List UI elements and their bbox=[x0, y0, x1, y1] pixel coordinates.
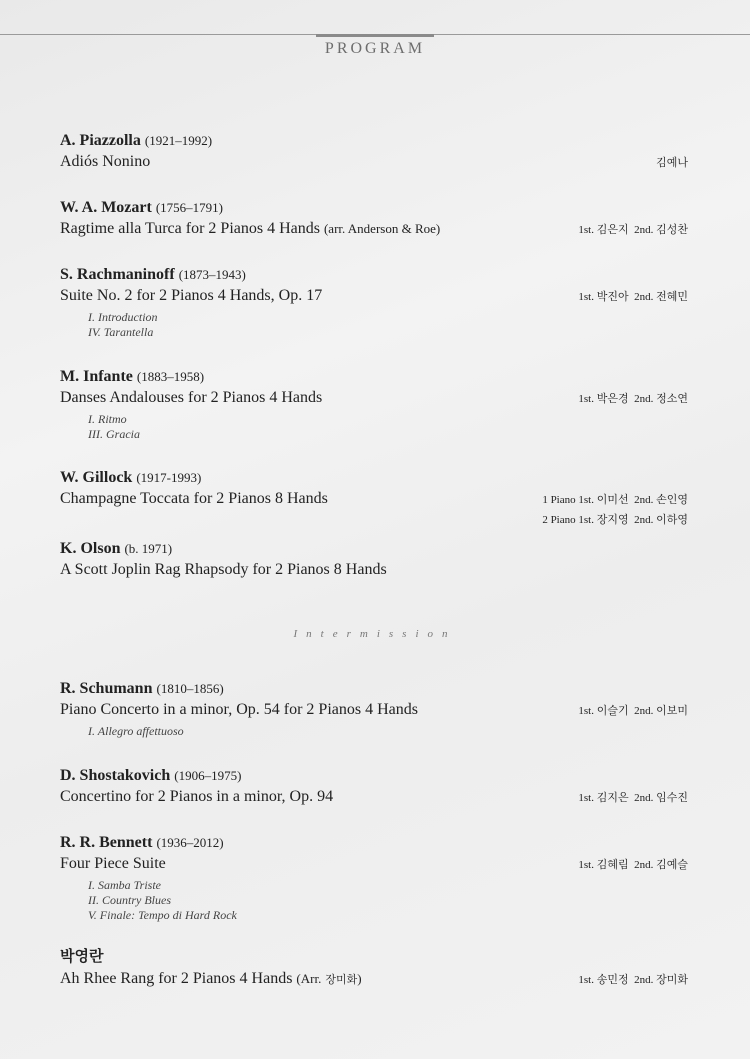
performers: 1st. 김은지 2nd. 김성찬 bbox=[578, 223, 688, 236]
work-title: Ah Rhee Rang for 2 Pianos 4 Hands (Arr. 장미화) bbox=[60, 970, 362, 987]
program-item bbox=[60, 766, 688, 809]
movement-list bbox=[88, 724, 688, 739]
composer-name: A. Piazzolla (1921–1992) bbox=[60, 132, 213, 149]
performers: 1st. 김혜림 2nd. 김예슬 bbox=[578, 858, 688, 871]
ensemble-row: 2 Piano 1st. 장지영 2nd. 이하영 bbox=[542, 513, 688, 526]
composer-name: W. A. Mozart (1756–1791) bbox=[60, 199, 224, 216]
composer-name: R. Schumann (1810–1856) bbox=[60, 680, 224, 697]
performers: 1st. 김지은 2nd. 임수진 bbox=[578, 791, 688, 804]
program-item bbox=[60, 833, 688, 923]
performers: 1st. 박진아 2nd. 전혜민 bbox=[578, 290, 688, 303]
program-item bbox=[60, 367, 688, 442]
movement: II. Country Blues bbox=[88, 893, 171, 907]
composer-name: D. Shostakovich (1906–1975) bbox=[60, 767, 242, 784]
work-title: Concertino for 2 Pianos in a minor, Op. 94 bbox=[60, 788, 334, 805]
page-title: PROGRAM bbox=[324, 40, 426, 57]
performers: 1st. 송민정 2nd. 장미화 bbox=[578, 973, 688, 986]
work-title: Champagne Toccata for 2 Pianos 8 Hands bbox=[60, 490, 328, 507]
ensemble-row: 1 Piano 1st. 이미선 2nd. 손인영 bbox=[542, 493, 688, 506]
movement: IV. Tarantella bbox=[88, 325, 154, 339]
program-item bbox=[60, 265, 688, 340]
intermission-label: Intermission bbox=[293, 628, 457, 640]
movement: V. Finale: Tempo di Hard Rock bbox=[88, 908, 237, 922]
movement: I. Introduction bbox=[88, 310, 158, 324]
composer-name: K. Olson (b. 1971) bbox=[60, 540, 173, 557]
movement-list bbox=[88, 310, 688, 340]
performers: 김예나 bbox=[656, 156, 688, 169]
movement-list bbox=[88, 412, 688, 442]
movement-list bbox=[88, 878, 688, 923]
work-title: A Scott Joplin Rag Rhapsody for 2 Pianos 8 Hands bbox=[60, 561, 387, 578]
composer-name: S. Rachmaninoff (1873–1943) bbox=[60, 266, 246, 283]
movement: I. Allegro affettuoso bbox=[88, 724, 184, 738]
work-title: Piano Concerto in a minor, Op. 54 for 2 Pianos 4 Hands bbox=[60, 701, 418, 718]
work-title: Ragtime alla Turca for 2 Pianos 4 Hands (arr. Anderson & Roe) bbox=[60, 220, 441, 237]
work-title: Four Piece Suite bbox=[60, 855, 166, 872]
performers: 1st. 박은경 2nd. 정소연 bbox=[578, 392, 688, 405]
performers bbox=[542, 490, 688, 530]
program-item bbox=[60, 946, 688, 991]
work-title: Adiós Nonino bbox=[60, 153, 151, 170]
movement: I. Samba Triste bbox=[88, 878, 162, 892]
work-title: Suite No. 2 for 2 Pianos 4 Hands, Op. 17 bbox=[60, 287, 323, 304]
composer-name: 박영란 bbox=[60, 947, 104, 965]
program-item bbox=[60, 468, 688, 530]
program-item bbox=[60, 131, 688, 174]
composer-name: R. R. Bennett (1936–2012) bbox=[60, 834, 224, 851]
performers: 1st. 이슬기 2nd. 이보미 bbox=[578, 704, 688, 717]
work-title: Danses Andalouses for 2 Pianos 4 Hands bbox=[60, 389, 323, 406]
program-item bbox=[60, 539, 688, 580]
program-item bbox=[60, 679, 688, 739]
movement: I. Ritmo bbox=[88, 412, 127, 426]
movement: III. Gracia bbox=[88, 427, 140, 441]
composer-name: M. Infante (1883–1958) bbox=[60, 368, 205, 385]
program-item bbox=[60, 198, 688, 241]
composer-name: W. Gillock (1917-1993) bbox=[60, 469, 202, 486]
